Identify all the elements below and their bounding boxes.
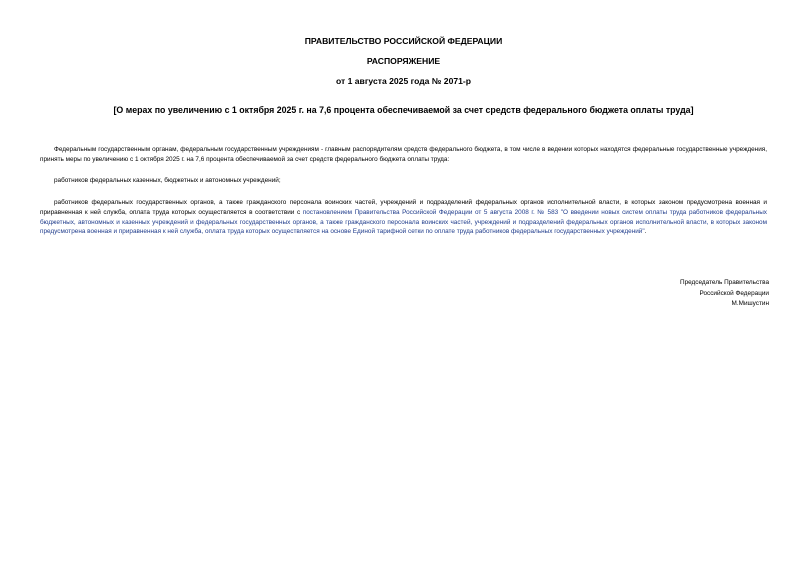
issuing-authority: ПРАВИТЕЛЬСТВО РОССИЙСКОЙ ФЕДЕРАЦИИ xyxy=(304,36,503,46)
paragraph-main: Федеральным государственным органам, федеральным государственным учреждениям - главным распорядителям средств федерального бюджета, в том числе в ведении которых находятся федеральные государственные учреждения, принять меры по увеличению с 1 октября 2025 г. на 7,6 процента обеспечиваемой за счет средств федерального бюджета оплаты труда: xyxy=(40,146,767,163)
paragraph-state-bodies-end: . xyxy=(644,228,647,236)
paragraph-state-bodies xyxy=(40,198,767,237)
document-date-number: от 1 августа 2025 года № 2071-р xyxy=(335,76,472,86)
paragraph-institutions: работников федеральных казенных, бюджетных и автономных учреждений; xyxy=(54,177,281,184)
resolution-583-link[interactable]: постановлением Правительства Российской Федерации от 5 августа 2008 г. № 583 "О введении новых систем оплаты труда работников федеральных бюджетных, автономных и казенных учреждений и федеральных государственных органов, а также гражданского персонала воинских частей, учреждений и подразделений федеральных органов исполнительной власти, в которых законом предусмотрена военная и приравненная к ней служба, оплата труда которых осуществляется на основе Единой тарифной сетки по оплате труда работников федеральных государственных учреждений" xyxy=(40,208,767,236)
signature-name: М.Мишустин xyxy=(731,300,769,307)
signature-country: Российской Федерации xyxy=(699,290,769,297)
document-type: РАСПОРЯЖЕНИЕ xyxy=(366,56,441,66)
paragraph-state-bodies-text: работников федеральных государственных органов, а также гражданского персонала воинских частей, учреждений и подразделений федеральных органов исполнительной власти, в которых законом предусмотрена военная и приравненная к ней служба, оплата труда которых осуществляется в соответствии с xyxy=(40,199,767,216)
signature-position: Председатель Правительства xyxy=(680,279,769,286)
document-title: [О мерах по увеличению с 1 октября 2025 г. на 7,6 процента обеспечиваемой за счет средств федерального бюджета оплаты труда] xyxy=(113,105,694,115)
